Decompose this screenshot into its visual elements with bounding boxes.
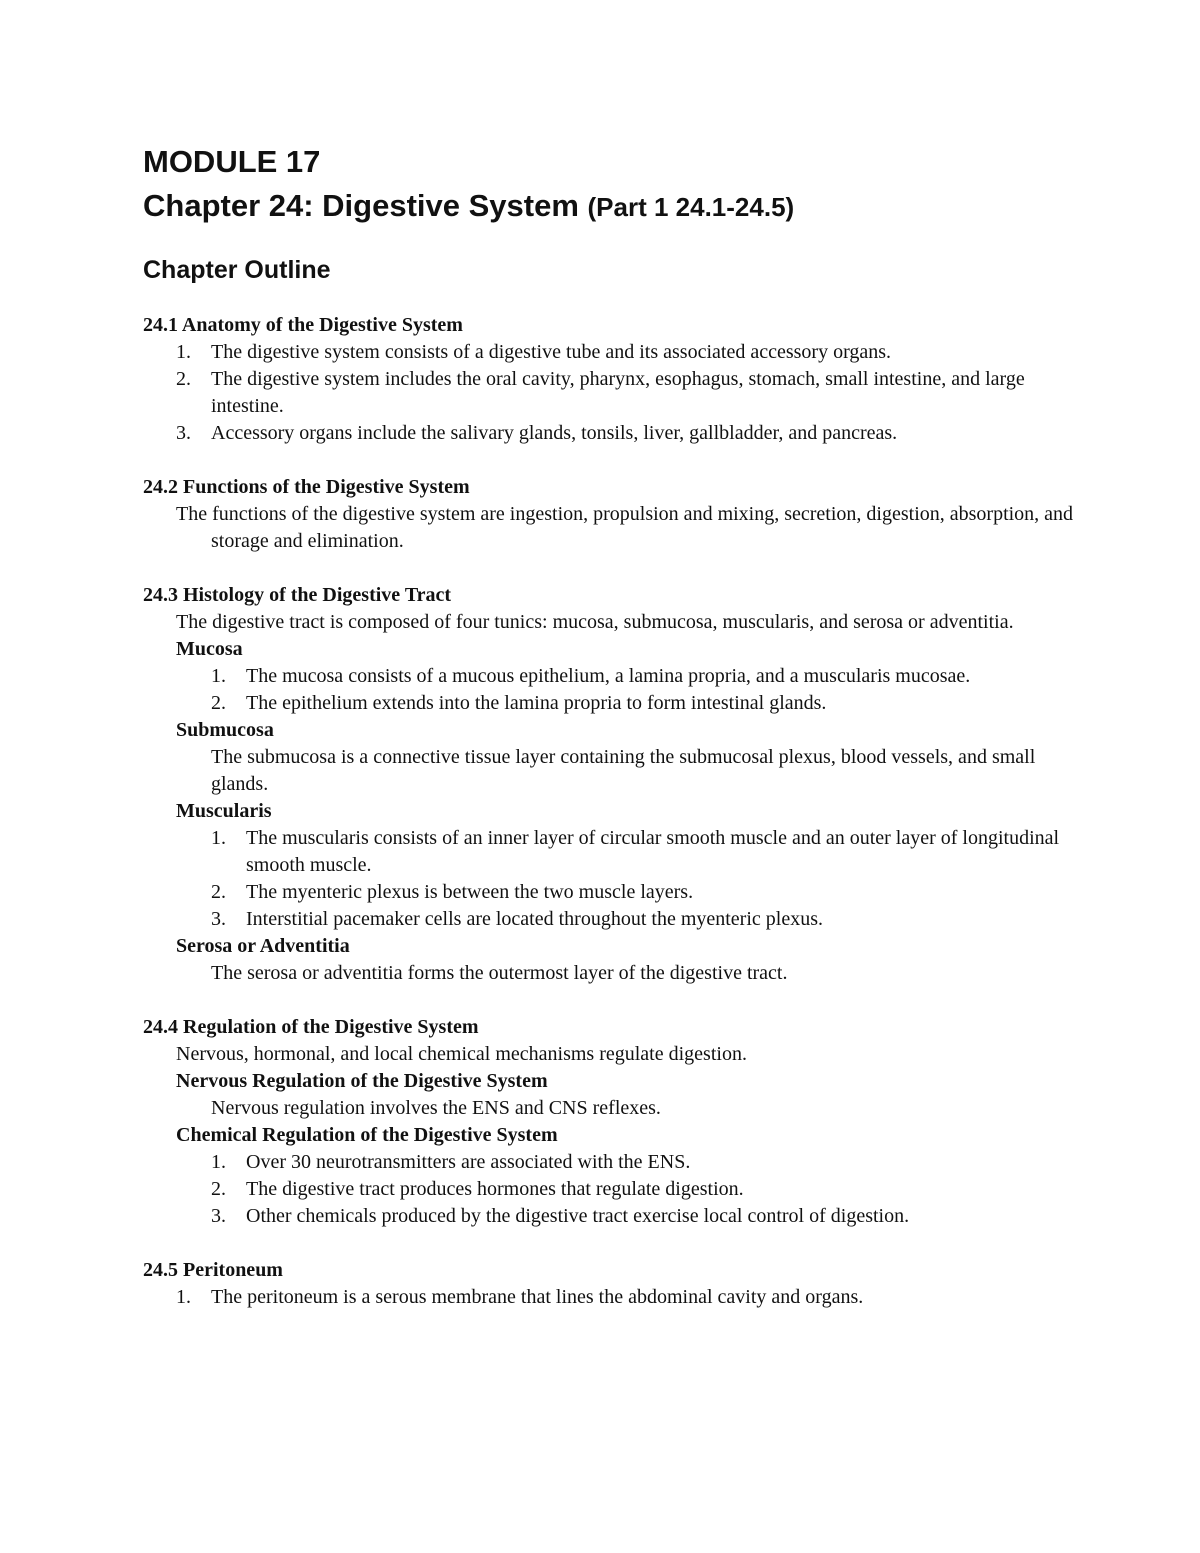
numbered-list <box>143 1284 1083 1311</box>
section-title: 24.5 Peritoneum <box>143 1259 283 1281</box>
paragraph: The submucosa is a connective tissue layer containing the submucosal plexus, blood vessels, and small glands. <box>211 746 1036 795</box>
list-item <box>143 420 1083 447</box>
section-title: 24.3 Histology of the Digestive Tract <box>143 584 452 606</box>
subsection-title-mucosa: Mucosa <box>176 638 243 660</box>
numbered-list <box>143 339 1083 447</box>
list-item <box>143 339 1083 366</box>
list-item <box>143 690 1083 717</box>
list-number: 1. <box>211 827 226 849</box>
numbered-list <box>143 1149 1083 1230</box>
subsection-title-serosa: Serosa or Adventitia <box>176 935 350 957</box>
list-item <box>143 1176 1083 1203</box>
section-24-4 <box>143 1014 1083 1230</box>
paragraph: The functions of the digestive system are ingestion, propulsion and mixing, secretion, digestion, absorption, and storage and elimination. <box>176 503 1074 552</box>
chapter-title-main: Chapter 24: Digestive System <box>143 188 588 223</box>
list-item <box>143 1284 1083 1311</box>
list-item <box>143 366 1083 420</box>
list-item-text: The muscularis consists of an inner layer of circular smooth muscle and an outer layer of longitudinal smooth muscle. <box>246 827 1060 876</box>
chapter-outline-heading: Chapter Outline <box>143 256 331 284</box>
paragraph: Nervous, hormonal, and local chemical mechanisms regulate digestion. <box>176 1043 747 1065</box>
list-item <box>143 1203 1083 1230</box>
subsection-title-muscularis: Muscularis <box>176 800 272 822</box>
numbered-list <box>143 663 1083 717</box>
module-title: MODULE 17 <box>143 144 321 179</box>
paragraph: The serosa or adventitia forms the outermost layer of the digestive tract. <box>211 962 788 984</box>
list-number: 1. <box>176 341 191 363</box>
list-number: 2. <box>176 368 191 390</box>
list-item <box>143 1149 1083 1176</box>
subsection-title-submucosa: Submucosa <box>176 719 274 741</box>
list-number: 1. <box>176 1286 191 1308</box>
list-item <box>143 906 1083 933</box>
subsection-title-nervous: Nervous Regulation of the Digestive System <box>176 1070 548 1092</box>
list-number: 3. <box>176 422 191 444</box>
list-number: 2. <box>211 692 226 714</box>
list-item-text: Accessory organs include the salivary glands, tonsils, liver, gallbladder, and pancreas. <box>211 422 898 444</box>
section-title: 24.4 Regulation of the Digestive System <box>143 1016 479 1038</box>
chapter-title-part: (Part 1 24.1-24.5) <box>587 192 795 222</box>
list-item-text: Other chemicals produced by the digestive tract exercise local control of digestion. <box>246 1205 910 1227</box>
section-title: 24.2 Functions of the Digestive System <box>143 476 470 498</box>
list-item-text: The digestive system consists of a digestive tube and its associated accessory organs. <box>211 341 892 363</box>
paragraph: Nervous regulation involves the ENS and CNS reflexes. <box>211 1097 661 1119</box>
list-item-text: Over 30 neurotransmitters are associated with the ENS. <box>246 1151 691 1173</box>
paragraph: The digestive tract is composed of four tunics: mucosa, submucosa, muscularis, and serosa or adventitia. <box>176 611 1014 633</box>
list-number: 1. <box>211 1151 226 1173</box>
section-24-3 <box>143 582 1083 987</box>
subsection-title-chemical: Chemical Regulation of the Digestive System <box>176 1124 558 1146</box>
list-item-text: The epithelium extends into the lamina propria to form intestinal glands. <box>246 692 827 714</box>
outline-body <box>143 312 1083 1311</box>
document-page <box>143 140 1083 1311</box>
list-number: 3. <box>211 1205 226 1227</box>
section-24-2 <box>143 474 1083 555</box>
section-24-1 <box>143 312 1083 447</box>
list-item-text: The peritoneum is a serous membrane that lines the abdominal cavity and organs. <box>211 1286 864 1308</box>
list-item <box>143 663 1083 690</box>
section-24-5 <box>143 1257 1083 1311</box>
list-item-text: The digestive system includes the oral cavity, pharynx, esophagus, stomach, small intestine, and large intestine. <box>211 368 1025 417</box>
list-item <box>143 825 1083 879</box>
list-item-text: Interstitial pacemaker cells are located throughout the myenteric plexus. <box>246 908 823 930</box>
list-number: 3. <box>211 908 226 930</box>
list-item <box>143 879 1083 906</box>
chapter-title <box>143 184 1083 229</box>
list-number: 2. <box>211 1178 226 1200</box>
list-number: 2. <box>211 881 226 903</box>
list-item-text: The myenteric plexus is between the two muscle layers. <box>246 881 694 903</box>
list-item-text: The mucosa consists of a mucous epithelium, a lamina propria, and a muscularis mucosae. <box>246 665 971 687</box>
list-number: 1. <box>211 665 226 687</box>
list-item-text: The digestive tract produces hormones that regulate digestion. <box>246 1178 744 1200</box>
section-title: 24.1 Anatomy of the Digestive System <box>143 314 463 336</box>
numbered-list <box>143 825 1083 933</box>
